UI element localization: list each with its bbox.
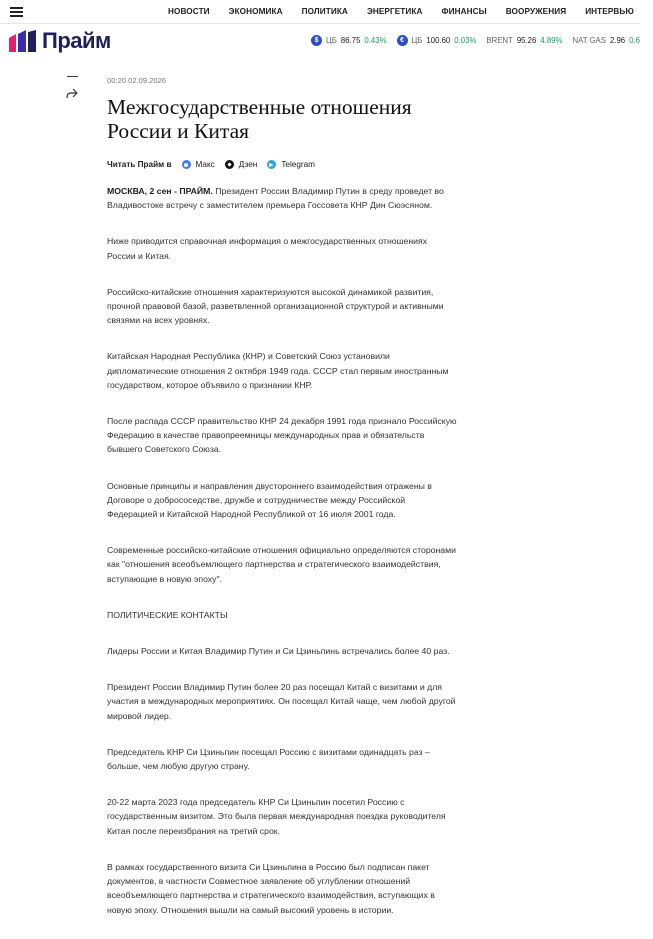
ticker-eur[interactable]: [397, 35, 477, 46]
site-logo[interactable]: [9, 28, 111, 54]
menu-icon[interactable]: [10, 7, 23, 17]
ticker-label: BRENT: [486, 36, 513, 45]
ticker-usd[interactable]: [311, 35, 387, 46]
lead-dateline: МОСКВА, 2 сен - ПРАЙМ.: [107, 186, 213, 196]
nav-item-news[interactable]: НОВОСТИ: [168, 7, 210, 16]
dollar-icon: $: [311, 35, 322, 46]
ticker-label: ЦБ: [411, 36, 423, 45]
source-label: Telegram: [281, 160, 315, 169]
paragraph: Президент России Владимир Путин более 20 раз посещал Китай с визитами и для участия в международных мероприятиях. Он посещал Китай чаще, чем любой другой мировой лидер.: [107, 682, 456, 721]
article-lead: [107, 184, 457, 212]
share-icon[interactable]: [66, 88, 78, 99]
ticker-natgas[interactable]: [572, 36, 640, 45]
source-dzen[interactable]: [225, 160, 258, 169]
section-nav: [168, 7, 653, 16]
paragraph: Лидеры России и Китая Владимир Путин и Си Цзиньпинь встречались более 40 раз.: [107, 646, 450, 657]
nav-item-interview[interactable]: ИНТЕРВЬЮ: [585, 7, 634, 16]
paragraph: Основные принципы и направления двустороннего взаимодействия отражены в Договоре о добрососедстве, дружбе и сотрудничестве между Российской Федерацией и Китайской Народной Республикой от 16 июля 2001 года.: [107, 480, 432, 520]
logo-text: Прайм: [42, 28, 111, 53]
ticker-label: NAT GAS: [572, 36, 606, 45]
article: [107, 76, 457, 939]
source-telegram[interactable]: [267, 160, 315, 169]
article-body: [107, 184, 457, 917]
section-heading: ПОЛИТИЧЕСКИЕ КОНТАКТЫ: [107, 609, 228, 620]
paragraph: Ниже приводится справочная информация о межгосударственных отношениях России и Китая.: [107, 236, 428, 261]
paragraph: Председатель КНР Си Цзиньпин посещал Россию с визитами одинадцать раз – больше, чем любую другую страну.: [107, 746, 430, 772]
ticker-value: 100.60: [426, 36, 451, 45]
article-title: Межгосударственные отношения России и Китая: [107, 95, 412, 143]
site-header: [0, 25, 640, 61]
nav-item-politics[interactable]: ПОЛИТИКА: [301, 7, 348, 16]
telegram-icon: [267, 160, 276, 169]
ticker-value: 95.26: [516, 36, 537, 45]
euro-icon: €: [397, 35, 408, 46]
read-in-row: [107, 160, 457, 169]
ticker-label: ЦБ: [326, 36, 337, 45]
ticker-value: 2.96: [609, 36, 626, 45]
top-navigation: [0, 0, 640, 24]
ticker-value: 86.75: [340, 36, 361, 45]
paragraph: В рамках государственного визита Си Цзиньпина в Россию был подписан пакет документов, в частности Совместное заявление об углублении отношений всеобъемлющего партнерства и стратегического взаимодействия, вступающих в новую эпоху. Отношения вышли на самый высокий уровень в истории.: [107, 861, 435, 915]
paragraph: После распада СССР правительство КНР 24 декабря 1991 года признало Российскую Федерацию в качестве правопреемницы международных прав и обязательств бывшего Советского Союза.: [107, 416, 457, 455]
paragraph: Современные российско-китайские отношения официально определяются сторонами как "отношения всеобъемлющего партнерства и стратегического взаимодействия, вступающие в новую эпоху".: [107, 545, 456, 584]
market-tickers: [301, 35, 640, 46]
article-date: 00:20 02.09.2026: [107, 76, 167, 85]
paragraph: Китайская Народная Республика (КНР) и Советский Союз установили дипломатические отношения 2 октября 1949 года. СССР стал первым иностранным государством, которое объявило о признании КНР.: [107, 351, 449, 390]
paragraph: Российско-китайские отношения характеризуются высокой динамикой развития, прочной правовой базой, разветвленной организационной структурой и активными связями на всех уровнях.: [107, 286, 444, 326]
max-icon: [182, 160, 191, 169]
ticker-change: 4.89%: [540, 36, 563, 45]
source-label: Дзен: [238, 160, 258, 169]
nav-item-finance[interactable]: ФИНАНСЫ: [441, 7, 487, 16]
side-divider: [67, 76, 78, 77]
nav-item-weapons[interactable]: ВООРУЖЕНИЯ: [505, 7, 567, 16]
paragraph: 20-22 марта 2023 года председатель КНР Си Цзиньпин посетил Россию с государственным визитом. Это была первая международная поездка руководителя Китая после переизбрания на третий срок.: [107, 797, 446, 836]
nav-item-energy[interactable]: ЭНЕРГЕТИКА: [366, 7, 423, 16]
source-max[interactable]: [182, 160, 215, 169]
source-label: Макс: [195, 160, 215, 169]
read-label: Читать Прайм в: [107, 160, 172, 169]
dzen-icon: [225, 160, 234, 169]
nav-item-economy[interactable]: ЭКОНОМИКА: [228, 7, 283, 16]
ticker-change: 0.43%: [364, 36, 387, 45]
logo-mark-icon: [9, 30, 39, 52]
lead-text: Президент России Владимир Путин в среду проведет во Владивостоке встречу с заместителем премьера Госсовета КНР Дин Сюэсяном.: [107, 186, 444, 211]
ticker-change: 0.03%: [454, 36, 477, 45]
ticker-brent[interactable]: [486, 36, 562, 45]
ticker-change: 0.6: [629, 36, 640, 45]
